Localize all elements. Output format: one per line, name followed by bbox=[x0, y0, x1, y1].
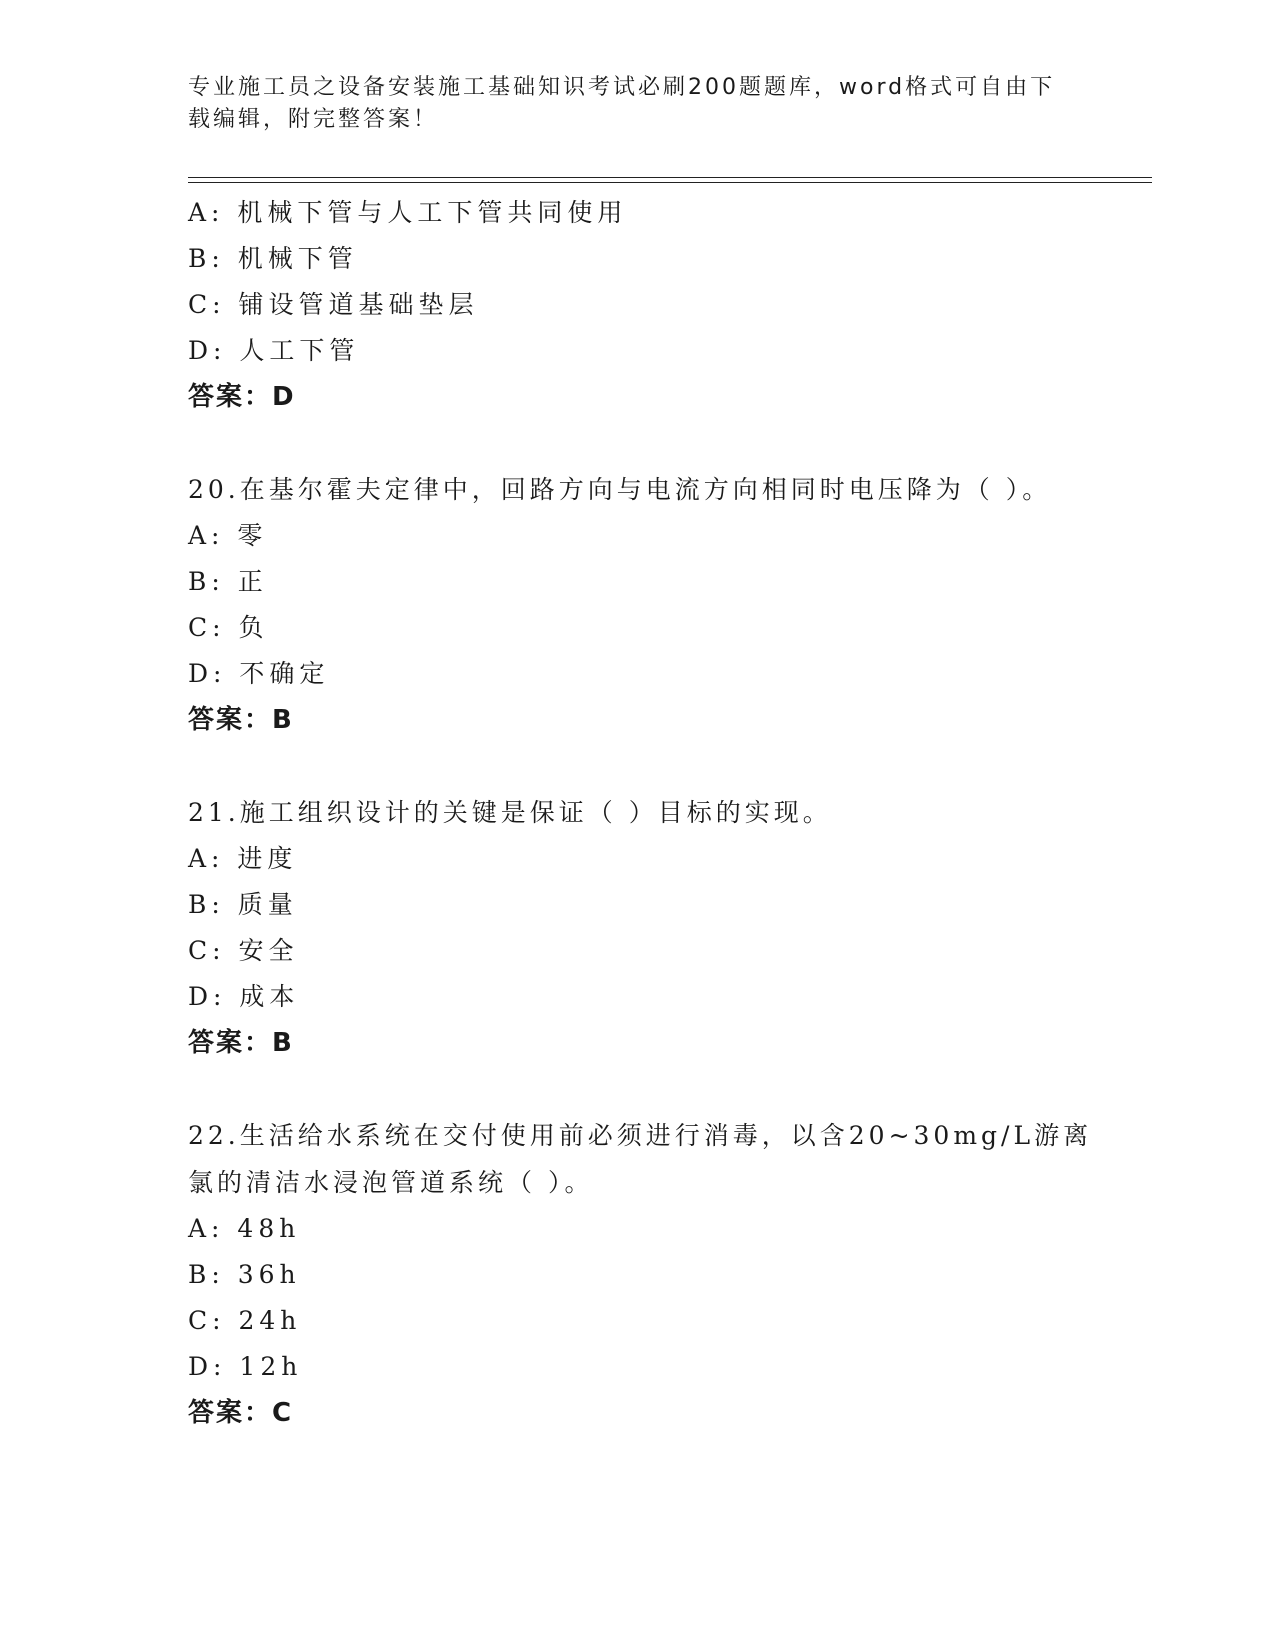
question-title: 21.施工组织设计的关键是保证（ ）目标的实现。 bbox=[188, 798, 832, 827]
option-a: A: 48h bbox=[188, 1214, 301, 1243]
answer-line: 答案：C bbox=[188, 1398, 294, 1428]
answer-line: 答案：B bbox=[188, 705, 294, 735]
question-title: 22.生活给水系统在交付使用前必须进行消毒，以含20~30mg/L游离氯的清洁水浸泡管道系统（ ）。 bbox=[188, 1121, 1093, 1197]
answer-line: 答案：B bbox=[188, 1028, 294, 1058]
option-c: C: 安全 bbox=[188, 936, 299, 965]
option-a: A: 机械下管与人工下管共同使用 bbox=[188, 198, 628, 227]
option-b: B: 质量 bbox=[188, 890, 298, 919]
option-d: D: 成本 bbox=[188, 982, 300, 1011]
option-c: C: 负 bbox=[188, 613, 269, 642]
option-b: B: 机械下管 bbox=[188, 244, 358, 273]
option-d: D: 不确定 bbox=[188, 659, 330, 688]
answer-line: 答案：D bbox=[188, 382, 296, 412]
option-d: D: 12h bbox=[188, 1352, 303, 1381]
option-a: A: 进度 bbox=[188, 844, 298, 873]
document-header bbox=[188, 72, 1068, 136]
option-c: C: 24h bbox=[188, 1306, 302, 1335]
document-title: 专业施工员之设备安装施工基础知识考试必刷200题题库，word格式可自由下载编辑，附完整答案！ bbox=[188, 75, 1056, 132]
question-20 bbox=[188, 466, 1108, 743]
question-22 bbox=[188, 1112, 1108, 1436]
question-19-continued bbox=[188, 190, 1108, 420]
option-a: A: 零 bbox=[188, 521, 268, 550]
question-title: 20.在基尔霍夫定律中，回路方向与电流方向相同时电压降为（ ）。 bbox=[188, 475, 1052, 504]
header-divider-top bbox=[188, 177, 1152, 178]
header-divider-bottom bbox=[188, 182, 1152, 183]
option-b: B: 正 bbox=[188, 567, 268, 596]
option-d: D: 人工下管 bbox=[188, 336, 360, 365]
question-21 bbox=[188, 789, 1108, 1066]
option-c: C: 铺设管道基础垫层 bbox=[188, 290, 479, 319]
question-list bbox=[188, 190, 1108, 1482]
option-b: B: 36h bbox=[188, 1260, 301, 1289]
